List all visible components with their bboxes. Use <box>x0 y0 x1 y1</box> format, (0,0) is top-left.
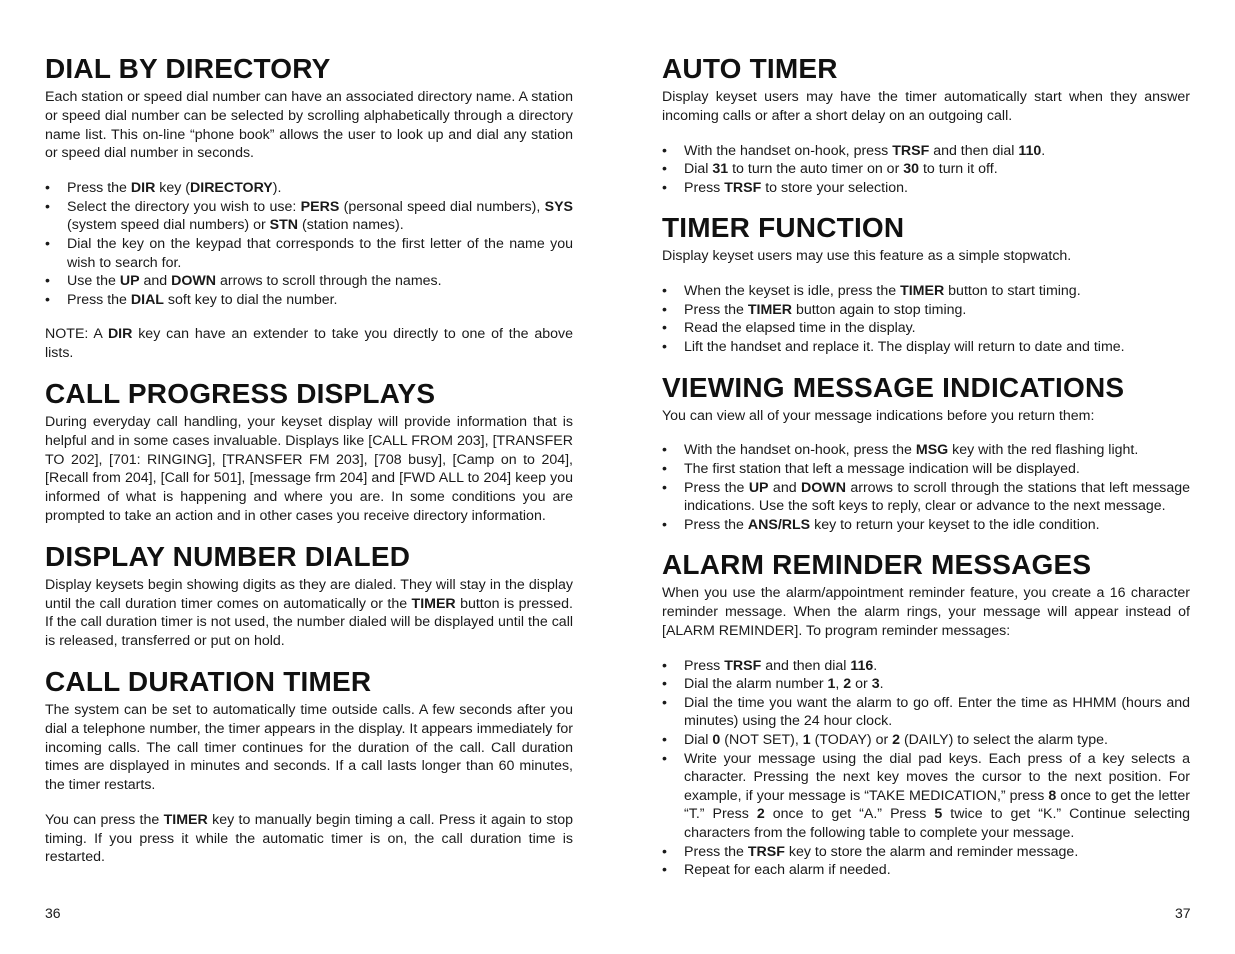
bullet-item: • Press the ANS/RLS key to return your keyset to the idle condition. <box>662 516 1190 535</box>
bullet-item: • Read the elapsed time in the display. <box>662 319 1190 338</box>
bullet-list <box>662 441 1190 534</box>
bullet-item: • Use the UP and DOWN arrows to scroll through the names. <box>45 272 573 291</box>
section-display-number-dialed <box>45 540 573 651</box>
section-call-duration-timer <box>45 665 573 867</box>
section-viewing-message-indications <box>662 371 1190 535</box>
bullet-list <box>662 142 1190 198</box>
bullet-item: • Dial the alarm number 1, 2 or 3. <box>662 675 1190 694</box>
section-heading: ALARM REMINDER MESSAGES <box>662 549 1092 581</box>
bullet-item: • Press the TRSF key to store the alarm and reminder message. <box>662 843 1190 862</box>
section-dial-by-directory <box>45 52 573 363</box>
section-alarm-reminder-messages <box>662 548 1190 880</box>
section-timer-function <box>662 211 1190 356</box>
section-heading: CALL DURATION TIMER <box>45 665 372 697</box>
paragraph: Each station or speed dial number can have an associated directory name. A station or speed dial number can be selected by scrolling alphabetically through a directory name list. This on-line “phone book” allows the user to look up and dial any station or speed dial number in seconds. <box>45 89 573 162</box>
bullet-item: • Press the DIAL soft key to dial the number. <box>45 291 573 310</box>
left-page-column <box>45 52 573 881</box>
paragraph: Display keysets begin showing digits as they are dialed. They will stay in the display until the call duration timer comes on automatically or the TIMER button is pressed. If the call duration timer is not used, the number dialed will be displayed until the call is released, transferred or put on hold. <box>45 576 573 650</box>
paragraph: Display keyset users may use this feature as a simple stopwatch. <box>662 248 1072 265</box>
section-heading: DISPLAY NUMBER DIALED <box>45 540 411 572</box>
section-heading: DIAL BY DIRECTORY <box>45 53 331 84</box>
bullet-item: • When the keyset is idle, press the TIMER button to start timing. <box>662 282 1190 301</box>
section-heading: VIEWING MESSAGE INDICATIONS <box>662 371 1125 403</box>
bullet-item: • Write your message using the dial pad keys. Each press of a key selects a character. Pressing the next key moves the cursor to the next position. For example, if your message is “TAKE MEDICATION,” press 8 once to get the letter “T.” Press 2 once to get “A.” Press 5 twice to get “K.” Continue selecting characters from the following table to complete your message. <box>662 750 1190 843</box>
bullet-list <box>45 179 573 309</box>
right-page-column <box>662 52 1190 894</box>
paragraph: During everyday call handling, your keyset display will provide information that is helpful and in some cases invaluable. Displays like [CALL FROM 203], [TRANSFER TO 202], [701: RINGING], [TRANSFER FM 203], [708 busy], [Camp on to 204], [Recall from 204], [Call for 501], [message frm 204] and [FWD ALL to 204] keep you informed of what is happening and where you are. In some conditions you are prompted to take an action and in other cases you receive directory information. <box>45 413 573 524</box>
section-heading: AUTO TIMER <box>662 53 838 84</box>
section-auto-timer <box>662 52 1190 197</box>
bullet-item: • Lift the handset and replace it. The display will return to date and time. <box>662 338 1190 357</box>
bullet-item: • With the handset on-hook, press TRSF and then dial 110. <box>662 142 1190 161</box>
bullet-list <box>662 282 1190 356</box>
bullet-item: • Dial the key on the keypad that corresponds to the first letter of the name you wish to search for. <box>45 235 573 272</box>
section-call-progress-displays <box>45 377 573 526</box>
bullet-item: • Select the directory you wish to use: PERS (personal speed dial numbers), SYS (system speed dial numbers) or STN (station names). <box>45 198 573 235</box>
paragraph: NOTE: A DIR key can have an extender to take you directly to one of the above lists. <box>45 326 573 362</box>
bullet-list <box>662 657 1190 880</box>
bullet-item: • The first station that left a message indication will be displayed. <box>662 460 1190 479</box>
bullet-item: • Dial 31 to turn the auto timer on or 30 to turn it off. <box>662 160 1190 179</box>
section-heading: CALL PROGRESS DISPLAYS <box>45 377 436 409</box>
page-number-right: 37 <box>1175 905 1191 921</box>
bullet-item: • Repeat for each alarm if needed. <box>662 861 1190 880</box>
bullet-item: • Press the UP and DOWN arrows to scroll through the stations that left message indications. Use the soft keys to reply, clear or advance to the next message. <box>662 479 1190 516</box>
paragraph: Display keyset users may have the timer automatically start when they answer incoming calls or after a short delay on an outgoing call. <box>662 89 1190 124</box>
section-heading: TIMER FUNCTION <box>662 212 905 244</box>
paragraph: You can press the TIMER key to manually begin timing a call. Press it again to stop timing. If you press it while the automatic timer is on, the call duration time is restarted. <box>45 811 574 866</box>
bullet-item: • Dial the time you want the alarm to go off. Enter the time as HHMM (hours and minutes) using the 24 hour clock. <box>662 694 1190 731</box>
bullet-item: • Dial 0 (NOT SET), 1 (TODAY) or 2 (DAILY) to select the alarm type. <box>662 731 1190 750</box>
paragraph: The system can be set to automatically time outside calls. A few seconds after you dial a telephone number, the timer appears in the display. It appears immediately for incoming calls. The call timer continues for the duration of the call. Call duration times are displayed in minutes and seconds. If a call lasts longer than 60 minutes, the timer restarts. <box>45 701 573 794</box>
bullet-item: • Press the TIMER button again to stop timing. <box>662 301 1190 320</box>
bullet-item: • With the handset on-hook, press the MSG key with the red flashing light. <box>662 441 1190 460</box>
paragraph: When you use the alarm/appointment reminder feature, you create a 16 character reminder message. When the alarm rings, your message will appear instead of [ALARM REMINDER]. To program reminder messages: <box>662 585 1190 639</box>
page-number-left: 36 <box>45 905 61 921</box>
paragraph: You can view all of your message indications before you return them: <box>662 407 1095 424</box>
bullet-item: • Press the DIR key (DIRECTORY). <box>45 179 573 198</box>
bullet-item: • Press TRSF to store your selection. <box>662 179 1190 198</box>
bullet-item: • Press TRSF and then dial 116. <box>662 657 1190 676</box>
